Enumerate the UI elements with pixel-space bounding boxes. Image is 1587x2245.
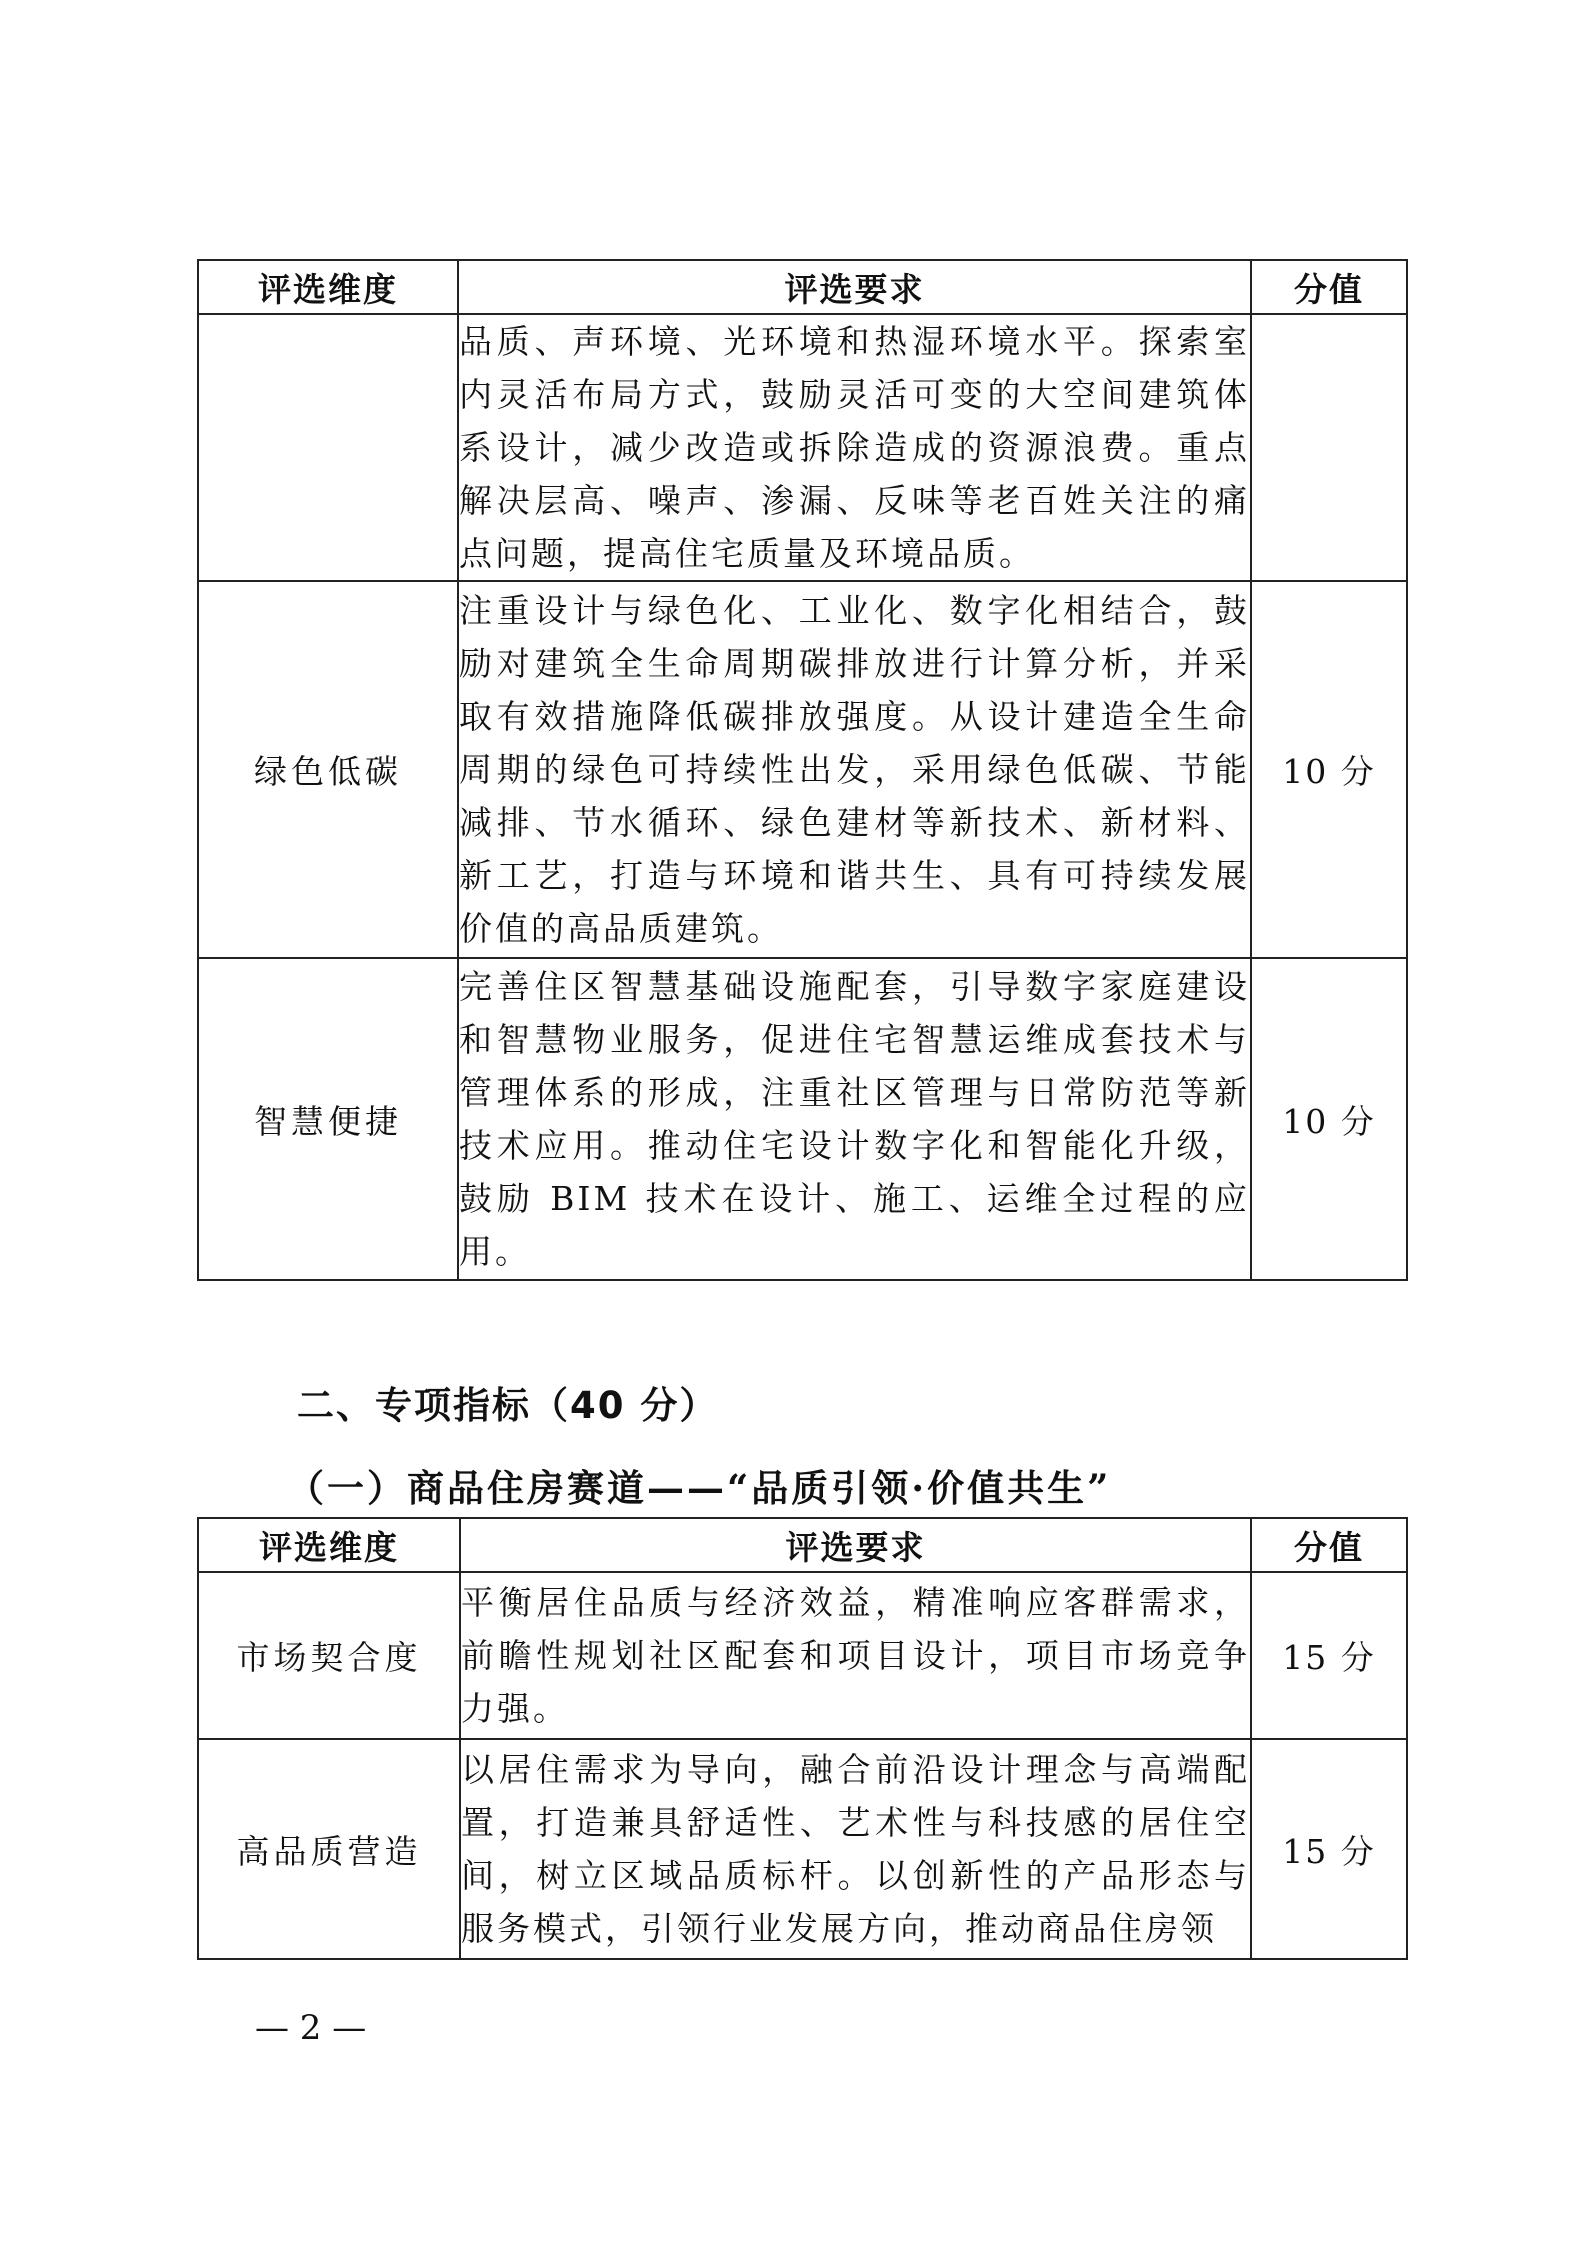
page-number: — 2 —	[255, 2008, 367, 2048]
header-score: 分值	[1251, 1518, 1407, 1572]
row-requirement: 注重设计与绿色化、工业化、数字化相结合，鼓励对建筑全生命周期碳排放进行计算分析，并采取有效措施降低碳排放强度。从设计建造全生命周期的绿色可持续性出发，采用绿色低碳、节能减排、节水循环、绿色建材等新技术、新材料、新工艺，打造与环境和谐共生、具有可持续发展价值的高品质建筑。	[458, 581, 1251, 958]
row-dimension: 绿色低碳	[198, 581, 458, 958]
row-dimension	[198, 314, 458, 581]
section-title: 二、专项指标（40 分）	[297, 1384, 719, 1427]
row-dimension: 智慧便捷	[198, 958, 458, 1280]
row-score: 10 分	[1251, 958, 1407, 1280]
row-requirement: 品质、声环境、光环境和热湿环境水平。探索室内灵活布局方式，鼓励灵活可变的大空间建筑体系设计，减少改造或拆除造成的资源浪费。重点解决层高、噪声、渗漏、反味等老百姓关注的痛点问题，提高住宅质量及环境品质。	[458, 314, 1251, 581]
evaluation-table-commercial-housing	[197, 1517, 1408, 1960]
row-requirement: 完善住区智慧基础设施配套，引导数字家庭建设和智慧物业服务，促进住宅智慧运维成套技术与管理体系的形成，注重社区管理与日常防范等新技术应用。推动住宅设计数字化和智能化升级，鼓励 BIM 技术在设计、施工、运维全过程的应用。	[458, 958, 1251, 1280]
row-score	[1251, 314, 1407, 581]
header-requirement: 评选要求	[458, 260, 1251, 314]
table-header-row	[198, 1518, 1407, 1572]
table-row	[198, 314, 1407, 581]
table-row	[198, 1739, 1407, 1959]
row-score: 15 分	[1251, 1739, 1407, 1959]
header-score: 分值	[1251, 260, 1407, 314]
row-requirement: 平衡居住品质与经济效益，精准响应客群需求，前瞻性规划社区配套和项目设计，项目市场竞争力强。	[460, 1572, 1251, 1739]
header-dimension: 评选维度	[198, 260, 458, 314]
row-dimension: 高品质营造	[198, 1739, 460, 1959]
header-requirement: 评选要求	[460, 1518, 1251, 1572]
evaluation-table-general	[197, 259, 1408, 1281]
table-row	[198, 581, 1407, 958]
row-score: 10 分	[1251, 581, 1407, 958]
row-requirement: 以居住需求为导向，融合前沿设计理念与高端配置，打造兼具舒适性、艺术性与科技感的居住空间，树立区域品质标杆。以创新性的产品形态与服务模式，引领行业发展方向，推动商品住房领	[460, 1739, 1251, 1959]
row-dimension: 市场契合度	[198, 1572, 460, 1739]
table-header-row	[198, 260, 1407, 314]
header-dimension: 评选维度	[198, 1518, 460, 1572]
row-score: 15 分	[1251, 1572, 1407, 1739]
track-subtitle: （一）商品住房赛道——“品质引领·价值共生”	[287, 1466, 1112, 1510]
table-row	[198, 1572, 1407, 1739]
table-row	[198, 958, 1407, 1280]
